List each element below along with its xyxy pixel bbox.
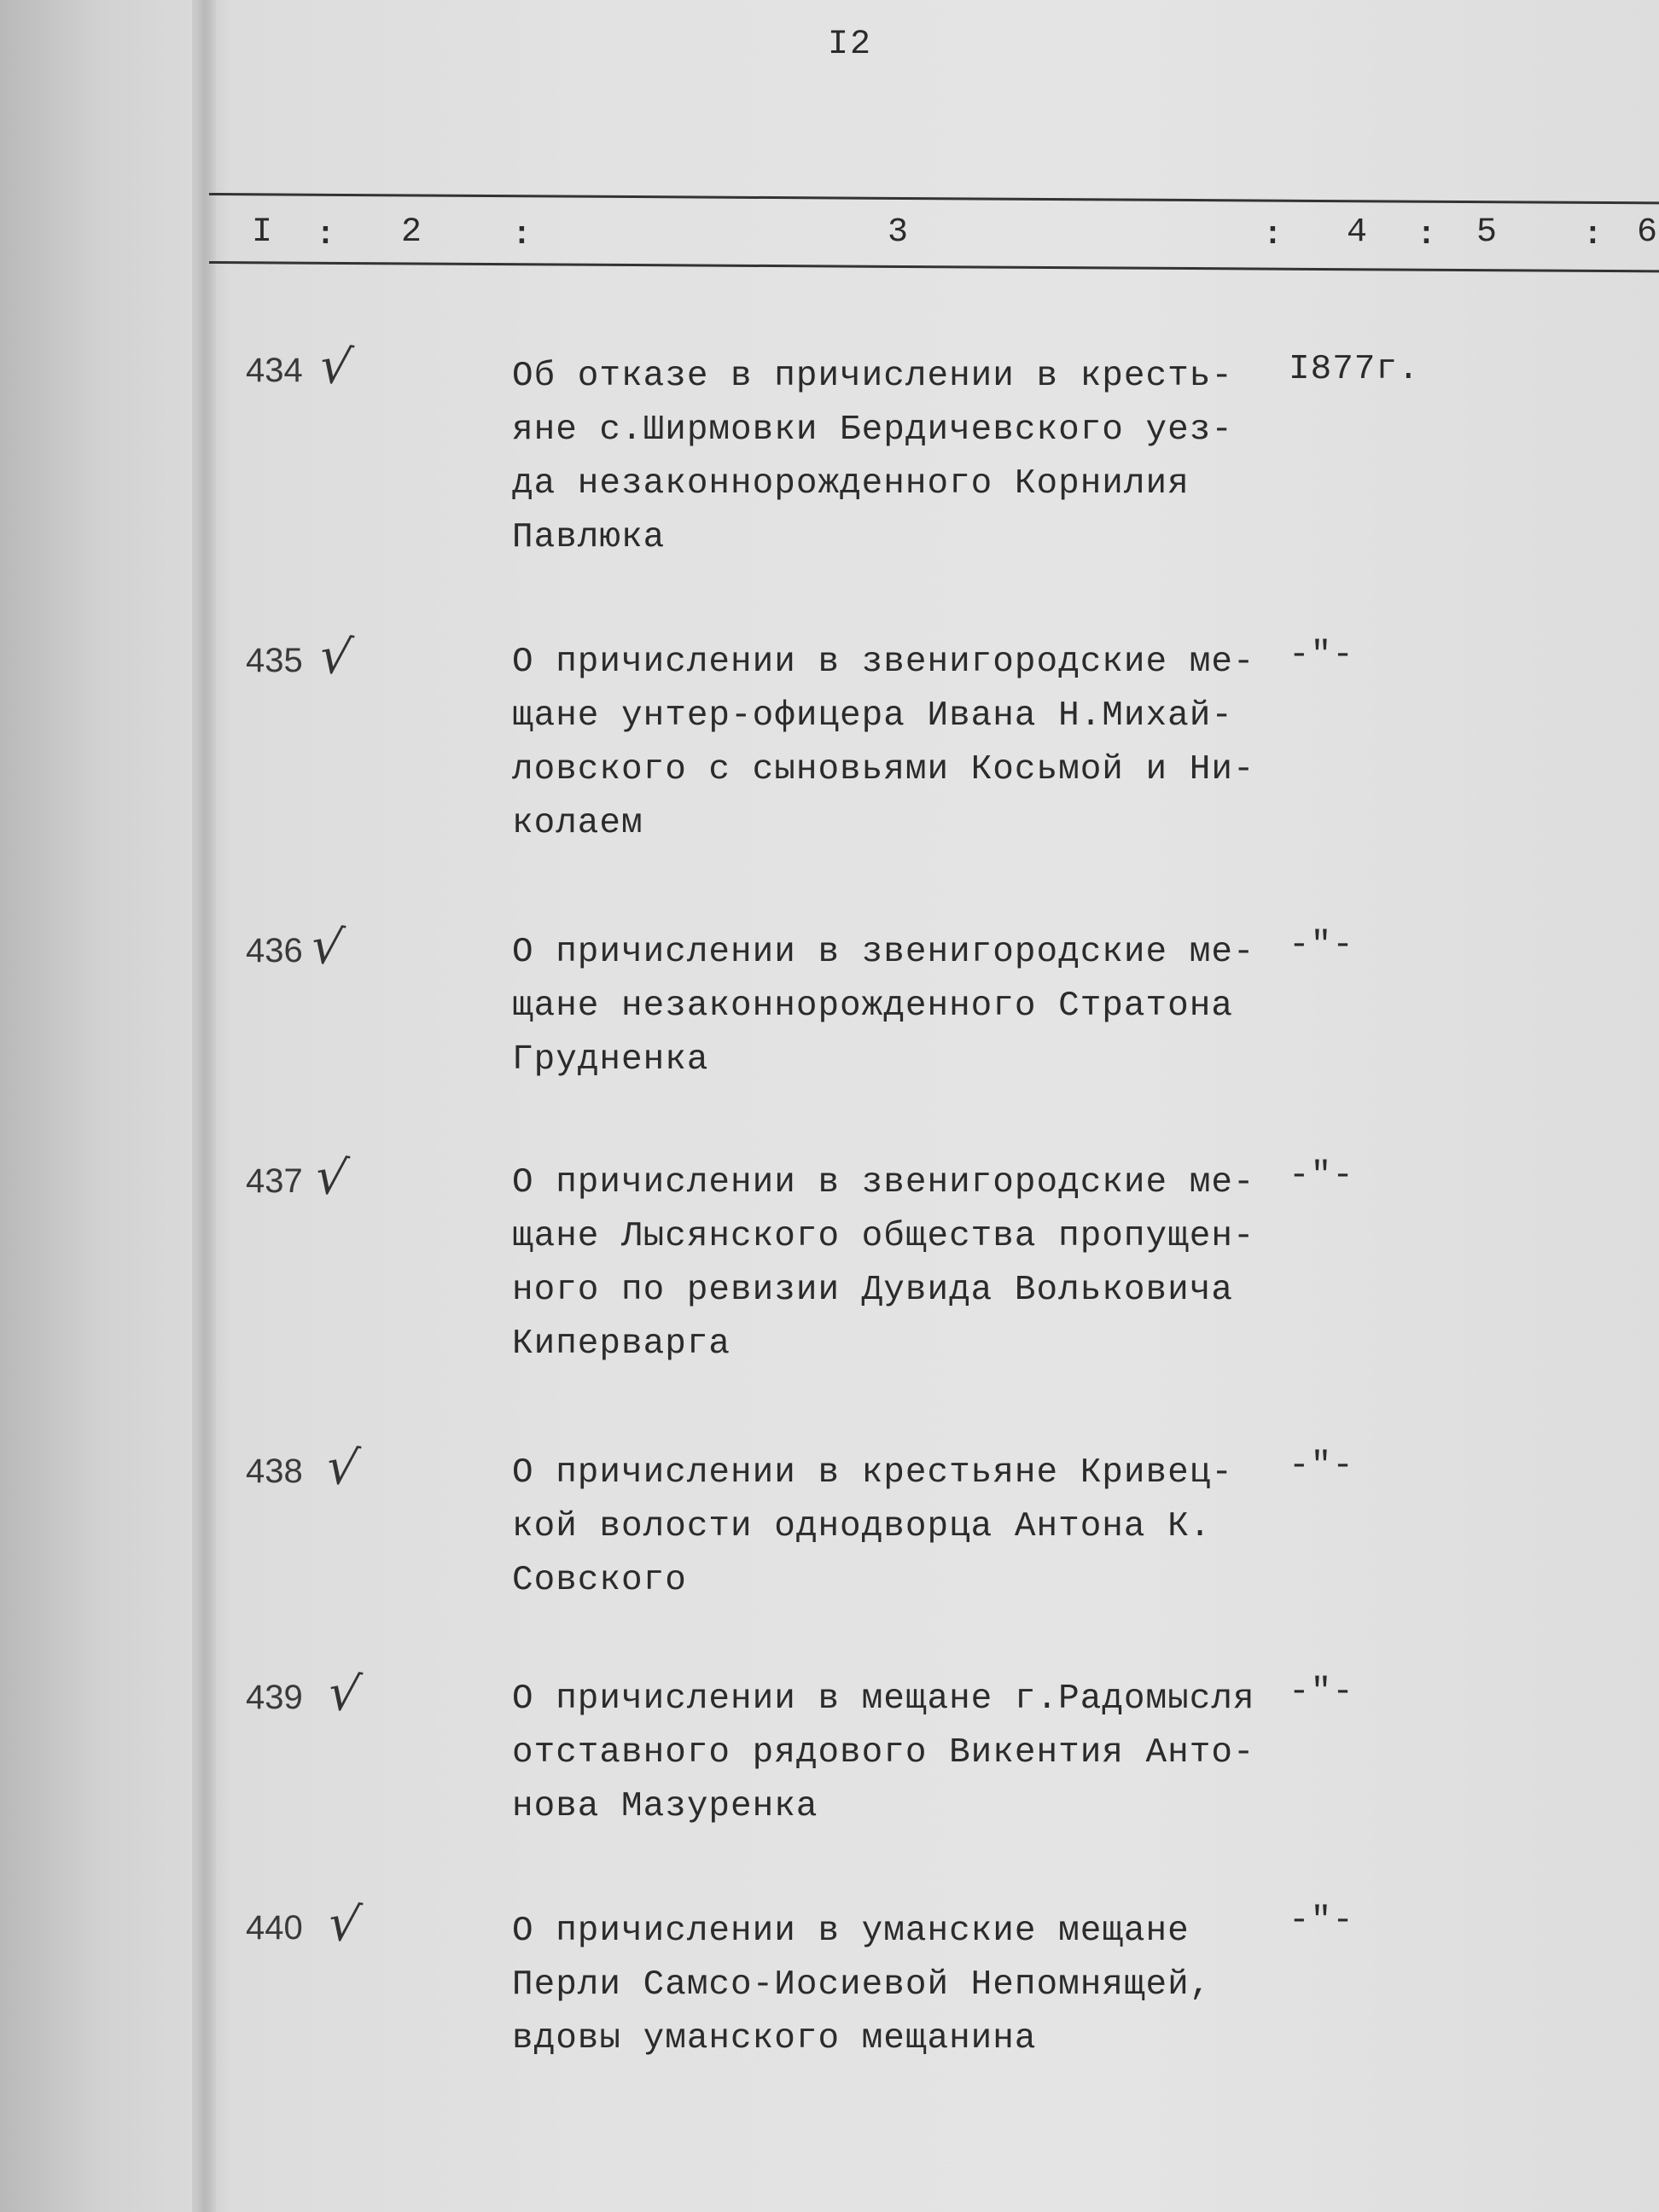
entry-number: 440 xyxy=(246,1909,303,1947)
check-mark-icon: √ xyxy=(324,1892,364,1955)
column-header-6: 6 xyxy=(1637,213,1658,252)
entry-description: О причислении в звенигородские ме- щане незаконнорожденного Стратона Грудненка xyxy=(512,933,1255,1080)
check-mark-icon: √ xyxy=(323,1435,363,1499)
entry-number: 434 xyxy=(246,352,303,389)
entry-description: О причислении в уманские мещане Перли Самсо-Иосиевой Непомнящей, вдовы уманского мещанина xyxy=(512,1912,1212,2058)
entry-description: О причислении в звенигородские ме- щане Лысянского общества пропущен- ного по ревизии Дувида Вольковича Киперварга xyxy=(512,1163,1255,1364)
column-separator: : xyxy=(512,217,532,253)
page-number: I2 xyxy=(828,26,873,64)
column-header-4: 4 xyxy=(1347,213,1368,252)
entry-number: 438 xyxy=(246,1452,303,1490)
entry-description: О причислении в крестьяне Кривец- кой волости однодворца Антона К. Совского xyxy=(512,1453,1233,1600)
column-separator: : xyxy=(1417,217,1436,253)
entry-number: 435 xyxy=(246,642,303,679)
column-header-5: 5 xyxy=(1476,213,1498,252)
binding-shadow xyxy=(192,0,216,2212)
entry-number: 436 xyxy=(246,932,303,969)
table-header-bottom-rule xyxy=(209,261,1659,272)
entry-date: -"- xyxy=(1289,1447,1354,1486)
column-separator: : xyxy=(1583,217,1603,253)
column-separator: : xyxy=(316,217,335,253)
column-header-2: 2 xyxy=(401,213,422,252)
entry-date: I877г. xyxy=(1289,350,1420,389)
table-header-top-rule xyxy=(209,193,1659,204)
check-mark-icon: √ xyxy=(307,915,347,978)
entry-description: О причислении в звенигородские ме- щане унтер-офицера Ивана Н.Михай- ловского с сыновьями Косьмой и Ни- колаем xyxy=(512,643,1255,843)
check-mark-icon: √ xyxy=(316,335,356,398)
entry-number: 437 xyxy=(246,1162,303,1200)
check-mark-icon: √ xyxy=(316,625,356,688)
column-separator: : xyxy=(1263,217,1283,253)
column-header-3: 3 xyxy=(888,213,909,252)
check-mark-icon: √ xyxy=(324,1662,364,1725)
check-mark-icon: √ xyxy=(311,1145,352,1208)
entry-date: -"- xyxy=(1289,1901,1354,1941)
entry-date: -"- xyxy=(1289,926,1354,965)
entry-date: -"- xyxy=(1289,636,1354,675)
entry-date: -"- xyxy=(1289,1156,1354,1196)
entry-description: Об отказе в причислении в кресть- яне с.Ширмовки Бердичевского уез- да незаконнорожденного Корнилия Павлюка xyxy=(512,357,1233,557)
entry-date: -"- xyxy=(1289,1673,1354,1712)
entry-number: 439 xyxy=(246,1679,303,1716)
column-header-1: I xyxy=(252,213,273,252)
entry-description: О причислении в мещане г.Радомысля отставного рядового Викентия Анто- нова Мазуренка xyxy=(512,1679,1255,1826)
